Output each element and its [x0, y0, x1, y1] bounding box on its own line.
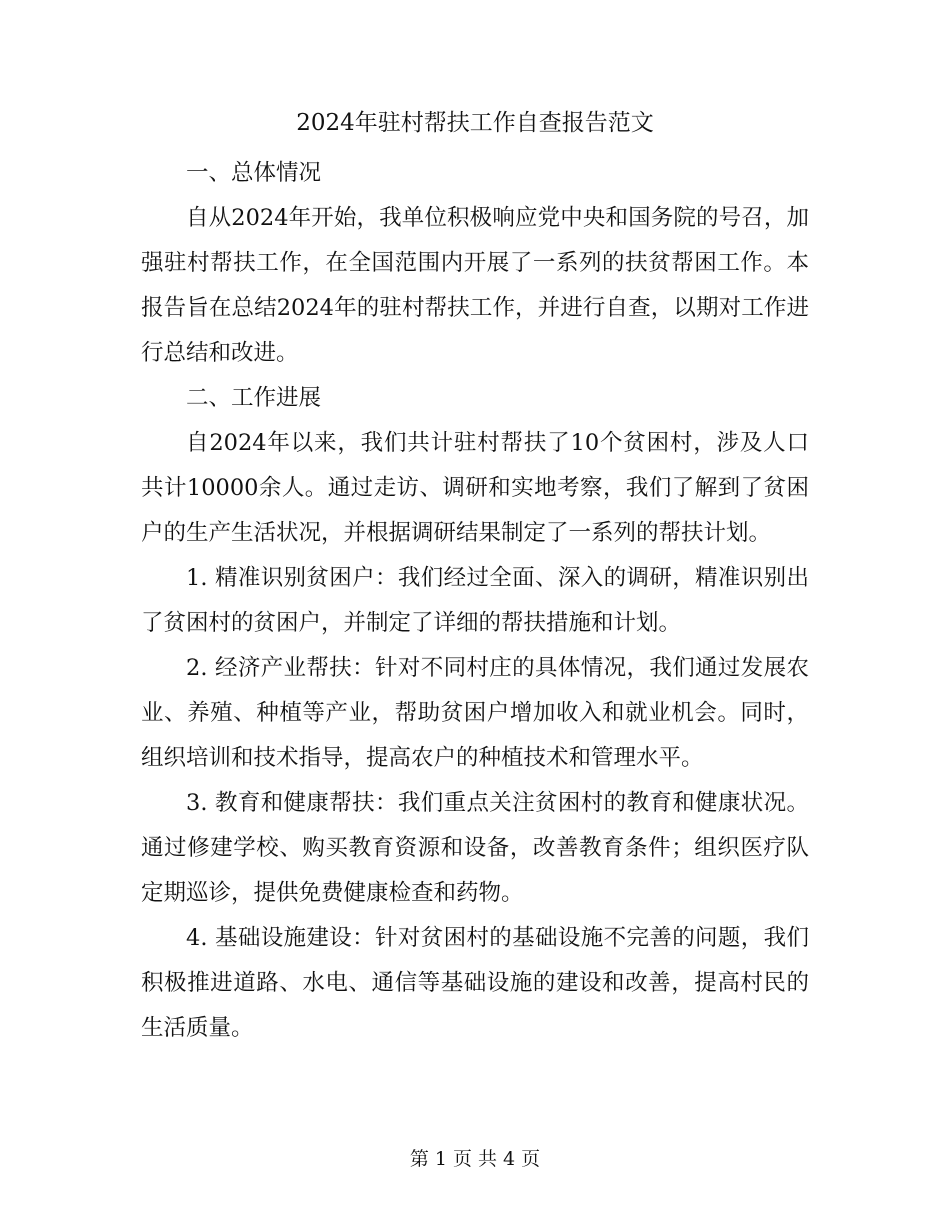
list-item: 2. 经济产业帮扶：针对不同村庄的具体情况，我们通过发展农业、养殖、种植等产业，帮助贫困户增加收入和就业机会。同时，组织培训和技术指导，提高农户的种植技术和管理水平。 [141, 655, 809, 771]
page-footer: 第 1 页 共 4 页 [409, 1148, 541, 1170]
paragraph: 自从2024年开始，我单位积极响应党中央和国务院的号召，加强驻村帮扶工作，在全国范围内开展了一系列的扶贫帮困工作。本报告旨在总结2024年的驻村帮扶工作，并进行自查，以期对工作进行总结和改进。 [141, 205, 809, 366]
list-item: 1. 精准识别贫困户：我们经过全面、深入的调研，精准识别出了贫困村的贫困户，并制定了详细的帮扶措施和计划。 [141, 565, 809, 636]
document-body [141, 151, 809, 1051]
paragraph: 自2024年以来，我们共计驻村帮扶了10个贫困村，涉及人口共计10000余人。通过走访、调研和实地考察，我们了解到了贫困户的生产生活状况，并根据调研结果制定了一系列的帮扶计划。 [141, 430, 809, 546]
list-item: 4. 基础设施建设：针对贫困村的基础设施不完善的问题，我们积极推进道路、水电、通信等基础设施的建设和改善，提高村民的生活质量。 [141, 925, 809, 1041]
section-heading: 一、总体情况 [186, 160, 322, 186]
list-item: 3. 教育和健康帮扶：我们重点关注贫困村的教育和健康状况。通过修建学校、购买教育资源和设备，改善教育条件；组织医疗队定期巡诊，提供免费健康检查和药物。 [141, 790, 809, 906]
document-title: 2024年驻村帮扶工作自查报告范文 [296, 110, 654, 136]
section-heading: 二、工作进展 [186, 385, 322, 411]
